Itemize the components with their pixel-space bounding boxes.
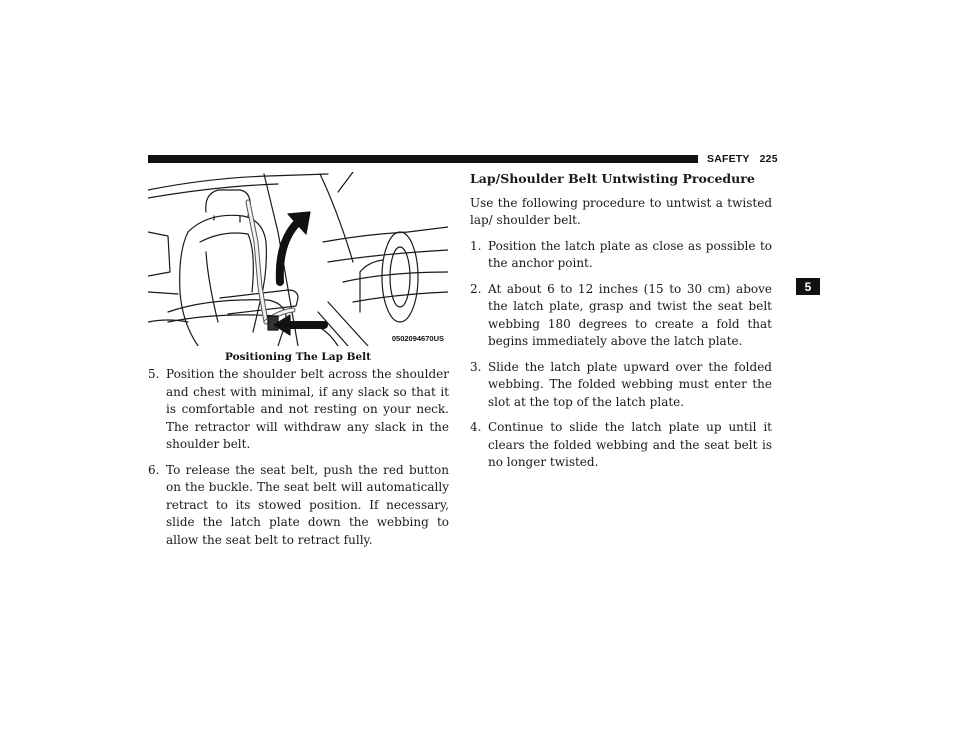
intro-paragraph: Use the following procedure to untwist a twisted lap/ shoulder belt. [470,195,772,227]
item-text: Position the latch plate as close as possible to the anchor point. [488,238,772,270]
page-number: 225 [759,153,778,165]
item-number: 1. [470,238,482,253]
list-item [470,281,772,351]
item-text: Position the shoulder belt across the shoulder and chest with minimal, if any slack so that it is comfortable and not resting on your neck. The retractor will withdraw any slack in the shoulder belt. [166,367,449,451]
item-number: 4. [470,420,482,434]
running-header [707,152,778,166]
figure-caption: Positioning The Lap Belt [225,351,371,363]
item-text: To release the seat belt, push the red button on the buckle. The seat belt will automatically retract to its stowed position. If necessary, slide the latch plate down the webbing to allow the seat belt to retract fully. [166,462,449,547]
list-item [470,238,772,273]
list-item [148,462,449,550]
lap-belt-illustration [148,172,448,346]
item-text: Continue to slide the latch plate up until it clears the folded webbing and the seat belt is no longer twisted. [488,420,772,469]
item-number: 6. [148,462,160,477]
list-item [470,419,772,472]
figure-code: 0502094670US [391,334,444,343]
header-rule [148,155,698,163]
item-text: Slide the latch plate upward over the folded webbing. The folded webbing must enter the slot at the top of the latch plate. [488,359,772,409]
list-item [470,359,772,412]
item-number: 2. [470,281,482,296]
item-text: At about 6 to 12 inches (15 to 30 cm) above the latch plate, grasp and twist the seat belt webbing 180 degrees to create a fold that begins immediately above the latch plate. [488,281,772,348]
section-heading: Lap/Shoulder Belt Untwisting Procedure [470,171,755,186]
list-item [148,366,449,454]
right-column [470,170,772,480]
section-title: SAFETY [707,153,750,165]
chapter-tab: 5 [796,278,820,295]
item-number: 5. [148,367,160,381]
left-column [148,366,449,557]
item-number: 3. [470,359,482,374]
